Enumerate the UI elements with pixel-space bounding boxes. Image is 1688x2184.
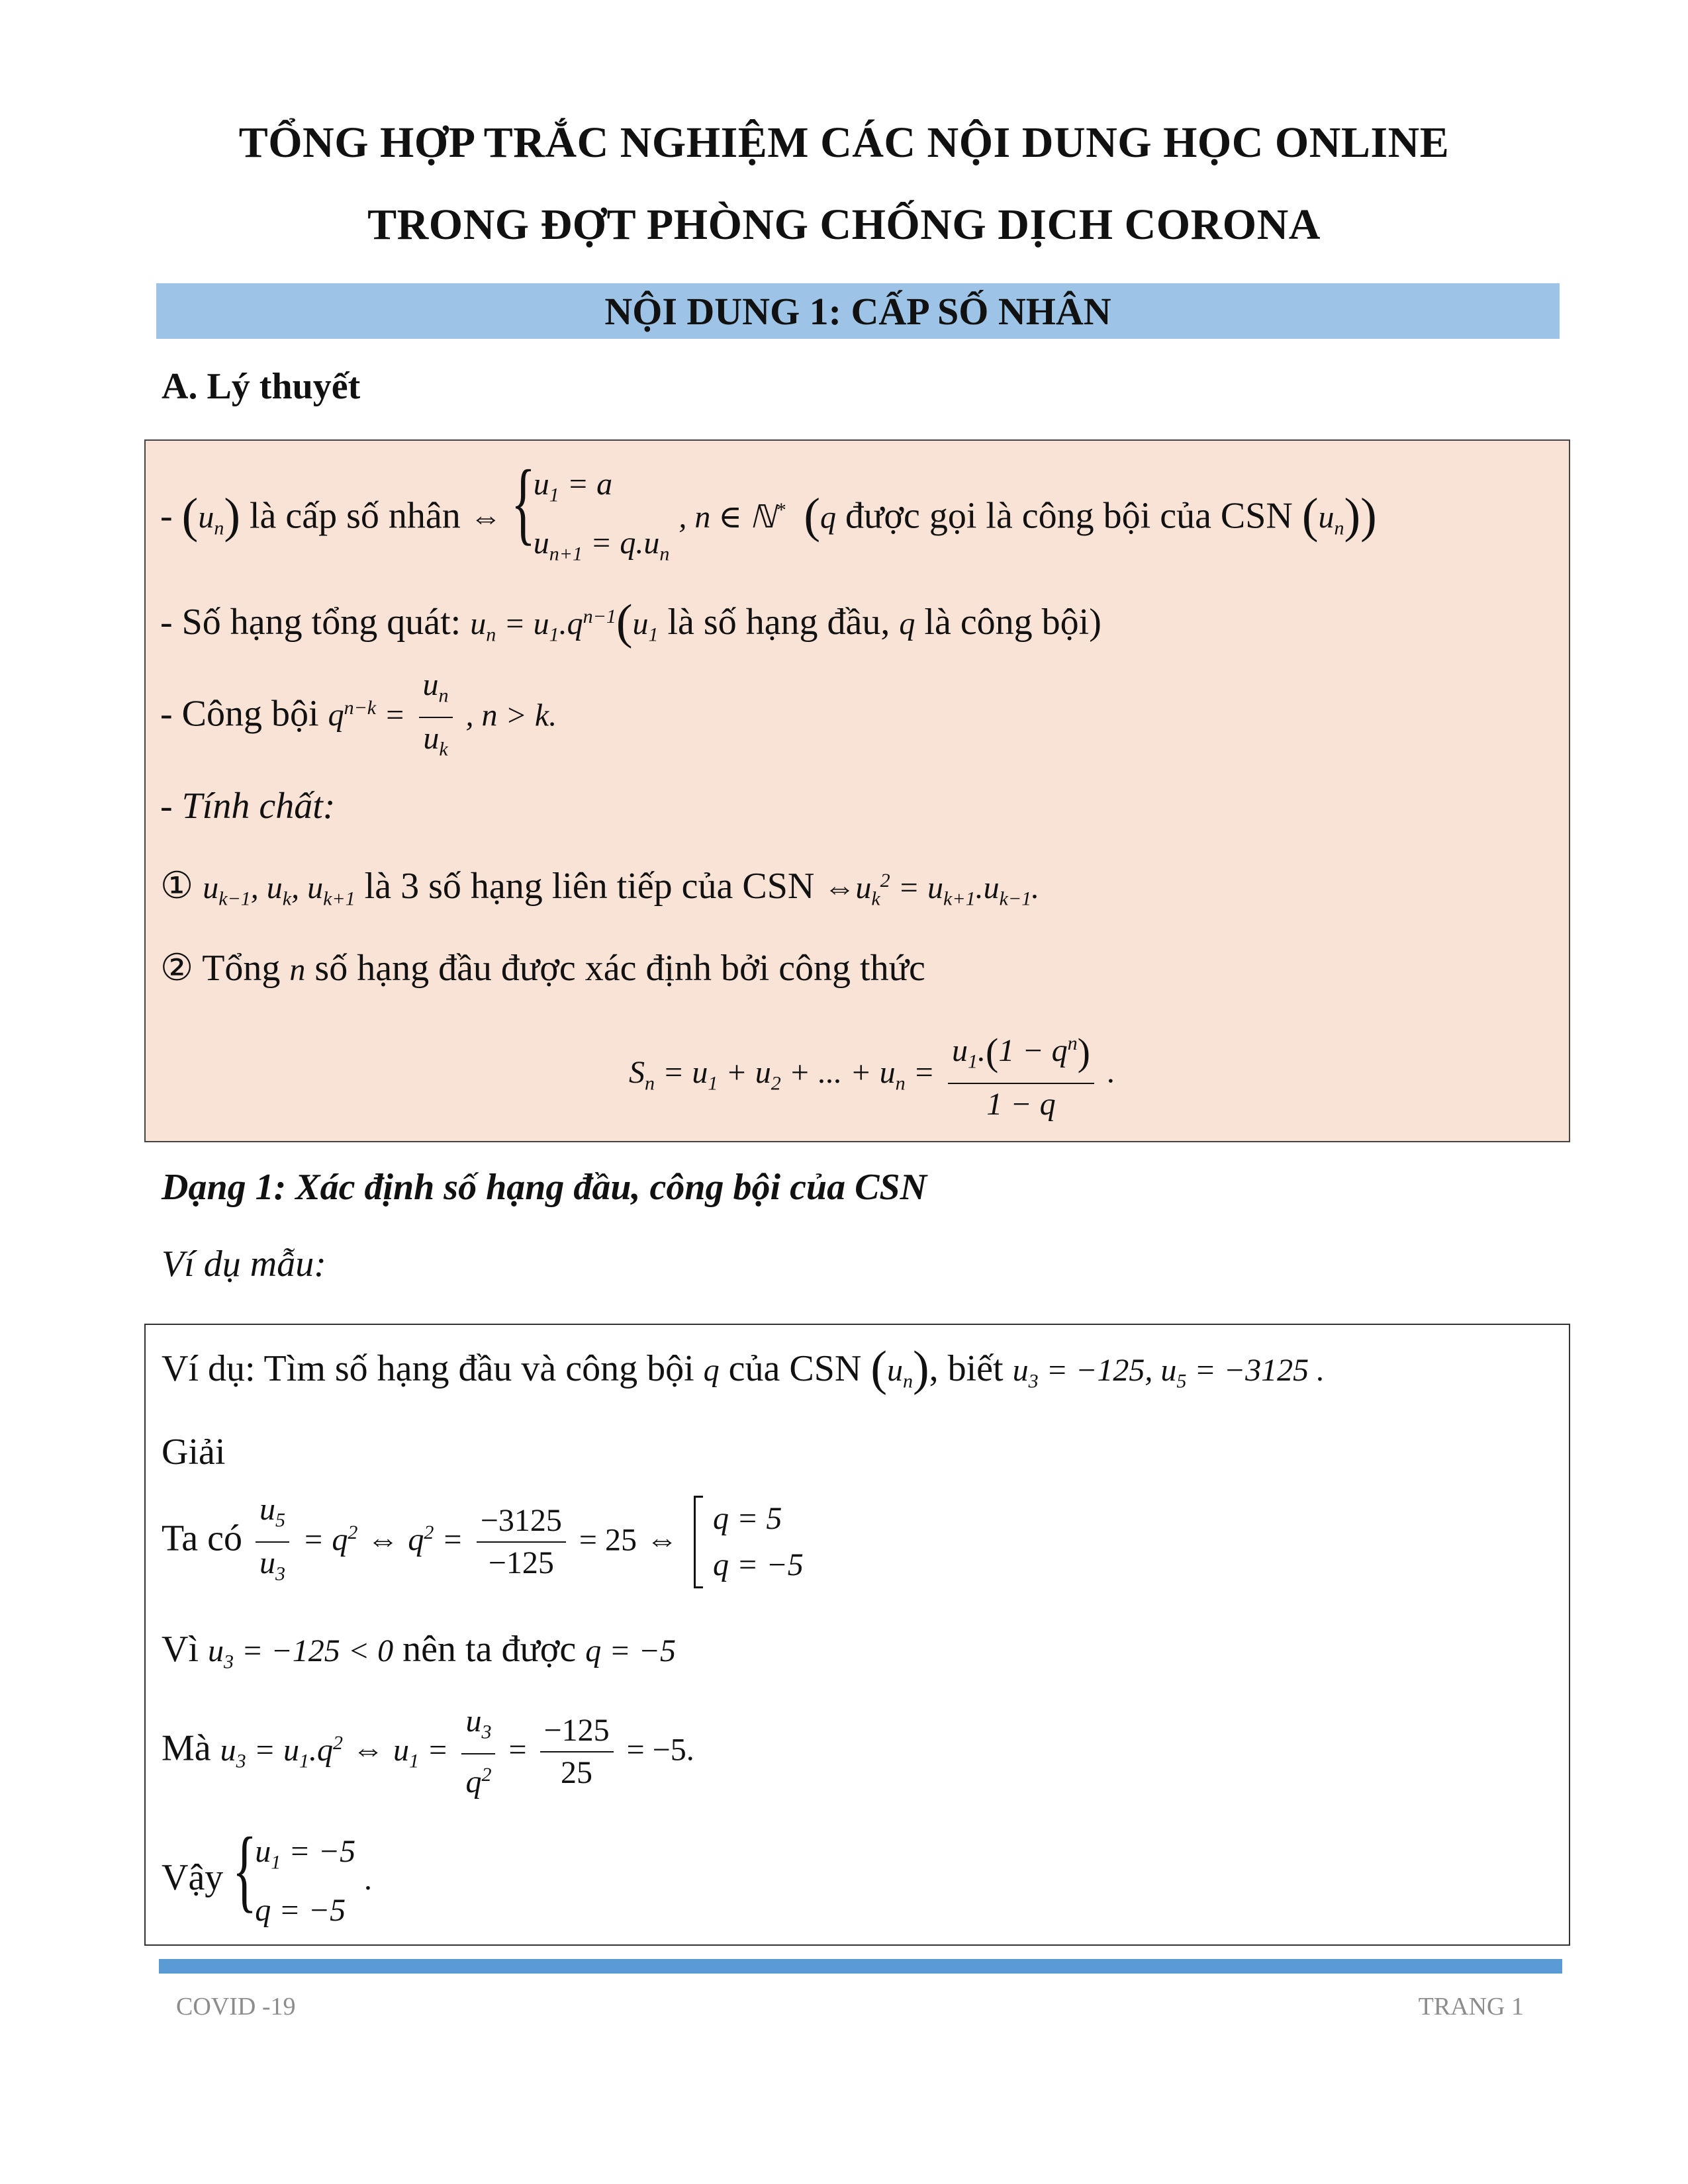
example-label: Ví dụ mẫu: [162,1244,326,1285]
general-term-line: - Số hạng tổng quát: $u_n = u_1.q^{n-1}(u_1$ là số hạng đầu, q là công bội) [160,595,1102,649]
ratio-fraction: $\frac{u_n}{u_k}$ [419,664,453,770]
solution-conclusion: Vậy { $u_1 = -5$ q = −5 . [162,1819,373,1928]
definition-text: là cấp số nhân [249,495,461,537]
solution-step-3: Mà $u_3 = u_1.q^2$ ⇔ $u_1$ = $\frac{u_3}{q^2}$ = $\frac{-125}{25}$ = −5. [162,1701,694,1803]
definition-line: - $(u_n)$ là cấp số nhân ⇔ { $u_1 = a$ $u_{n+1} = q.u_n$ , n ∈ ℕ* (q được gọi là công bội của CSN $(u_n)$) [160,461,1377,578]
solution-cases: q = 5 q = −5 [694,1496,804,1588]
section-header [156,283,1560,339]
page-number: TRANG 1 [1418,1993,1524,2021]
section-title: NỘI DUNG 1: CẤP SỐ NHÂN [604,289,1111,333]
theory-heading: A. Lý thuyết [162,366,361,407]
definition-suffix: được gọi là công bội của CSN [845,495,1293,537]
document-title-line-1: TỔNG HỢP TRẮC NGHIỆM CÁC NỘI DUNG HỌC ONLINE [238,118,1450,167]
definition-system: { $u_1 = a$ $u_{n+1} = q.u_n$ [510,451,670,565]
document-title-line-2: TRONG ĐỢT PHÒNG CHỐNG DỊCH CORONA [367,201,1321,249]
form-1-heading: Dạng 1: Xác định số hạng đầu, công bội của CSN [162,1167,927,1208]
property-2: ② Tổng n số hạng đầu được xác định bởi công thức [160,948,925,989]
property-1: ① $u_{k-1}$, $u_k$, $u_{k+1}$ là 3 số hạng liên tiếp của CSN $\Leftrightarrow u_k^2 = u_{k+1}.u_{k-1}$. [160,866,1040,910]
sum-formula: $S_n = u_1 + u_2$ + ... + $u_n$ = $\frac{u_1.(1 - q^n)}{1 - q}$ . [629,1023,1115,1125]
solution-step-1: Ta có $\frac{u_5}{u_3}$ = $q^2$ ⇔ $q^2$ = $\frac{-3125}{-125}$ = 25 ⇔ q = 5 q = −5 [162,1489,804,1594]
example-box [144,1324,1570,1946]
ratio-label: - Công bội [160,693,319,735]
property-label: - Tính chất: [160,786,336,827]
solution-label: Giải [162,1432,226,1473]
example-question: Ví dụ: Tìm số hạng đầu và công bội q của CSN $(u_n)$, biết $u_3 = -125$, $u_5 = -3125$ . [162,1342,1325,1396]
theory-box [144,439,1570,1142]
footer-bar [159,1959,1562,1974]
footer-left: COVID -19 [176,1993,296,2021]
general-term-label: - Số hạng tổng quát: [160,602,461,643]
ratio-line: - Công bội $q^{n-k}$ = $\frac{u_n}{u_k}$ , n > k. [160,664,557,770]
solution-step-2: Vì $u_3 = -125 < 0$ nên ta được q = −5 [162,1629,677,1673]
